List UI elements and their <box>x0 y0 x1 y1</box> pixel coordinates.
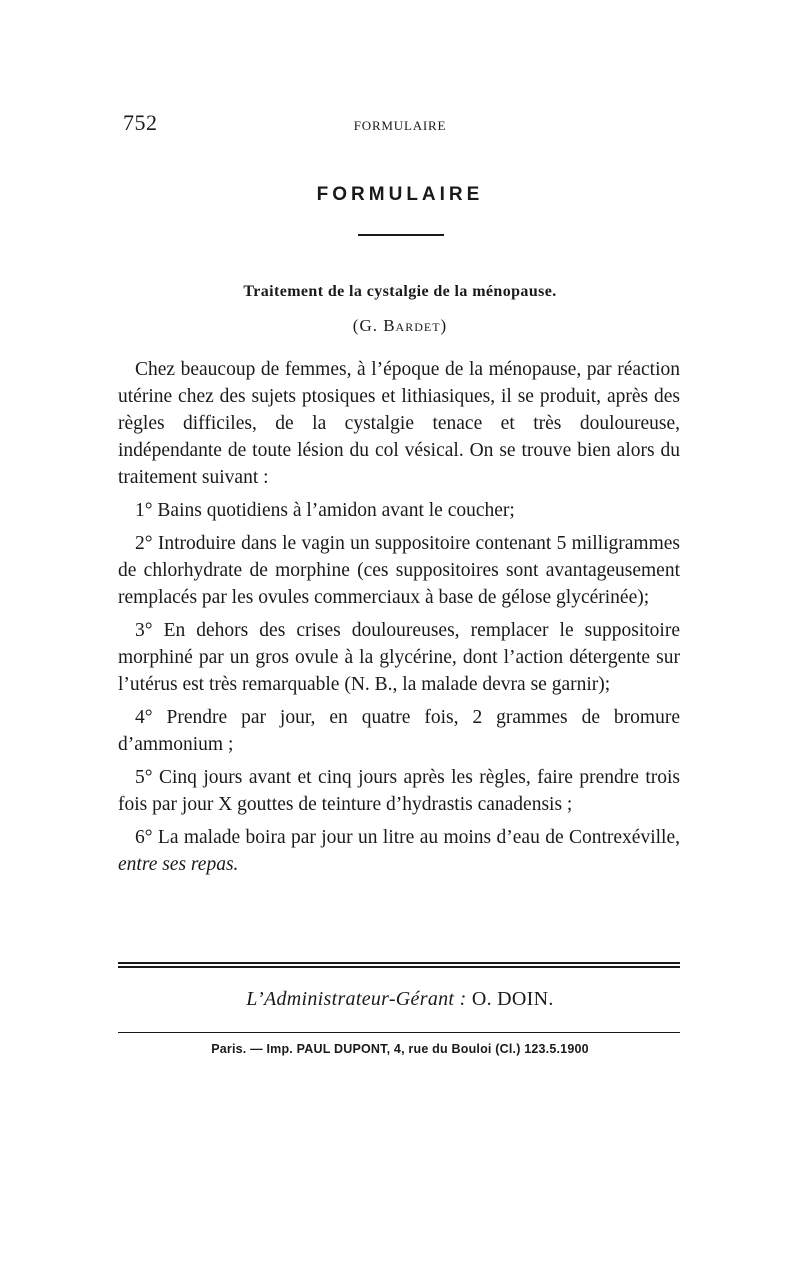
signature-name: O. DOIN. <box>471 988 554 1010</box>
treatment-item-6-text: 6° La malade boira par jour un litre au moins d’eau de Contrexéville, <box>135 827 680 848</box>
treatment-item-2: 2° Introduire dans le vagin un suppositoire contenant 5 milligrammes de chlorhydrate de morphine (ces suppositoires sont avantageusement remplacés par les ovules commerciaux à base de gélose glycérinée); <box>118 533 680 608</box>
body-text <box>118 356 680 884</box>
treatment-item-5: 5° Cinq jours avant et cinq jours après les règles, faire prendre trois fois par jour X gouttes de teinture d’hydrastis canadensis ; <box>118 767 680 815</box>
footer-double-divider <box>118 962 680 968</box>
treatment-item-6 <box>118 824 680 878</box>
imprint-divider <box>118 1032 680 1033</box>
author-attribution: (G. Bardet) <box>352 316 448 335</box>
signature <box>0 988 800 1011</box>
treatment-item-6-italic: entre ses repas. <box>118 854 239 875</box>
treatment-item-3: 3° En dehors des crises douloureuses, remplacer le suppositoire morphiné par un gros ovule à la glycérine, dont l’action détergente sur l’utérus est très remarquable (N. B., la malade devra se garnir); <box>118 620 680 695</box>
section-title: Traitement de la cystalgie de la ménopause. <box>243 283 557 300</box>
running-title: FORMULAIRE <box>353 118 447 133</box>
treatment-item-1: 1° Bains quotidiens à l’amidon avant le coucher; <box>135 500 515 521</box>
running-head <box>118 110 682 140</box>
treatment-item-4: 4° Prendre par jour, en quatre fois, 2 grammes de bromure d’ammonium ; <box>118 707 680 755</box>
printer-imprint: Paris. — Imp. PAUL DUPONT, 4, rue du Bouloi (Cl.) 123.5.1900 <box>211 1042 589 1056</box>
title-divider <box>358 234 444 236</box>
signature-role: L’Administrateur-Gérant : <box>246 988 467 1010</box>
page-number: 752 <box>123 110 158 135</box>
page-title: FORMULAIRE <box>316 184 484 205</box>
intro-paragraph: Chez beaucoup de femmes, à l’époque de la ménopause, par réaction utérine chez des sujets ptosiques et lithiasiques, il se produit, après des règles difficiles, de la cystalgie tenace et très douloureuse, indépendante de toute lésion du col vésical. On se trouve bien alors du traitement suivant : <box>118 359 680 488</box>
